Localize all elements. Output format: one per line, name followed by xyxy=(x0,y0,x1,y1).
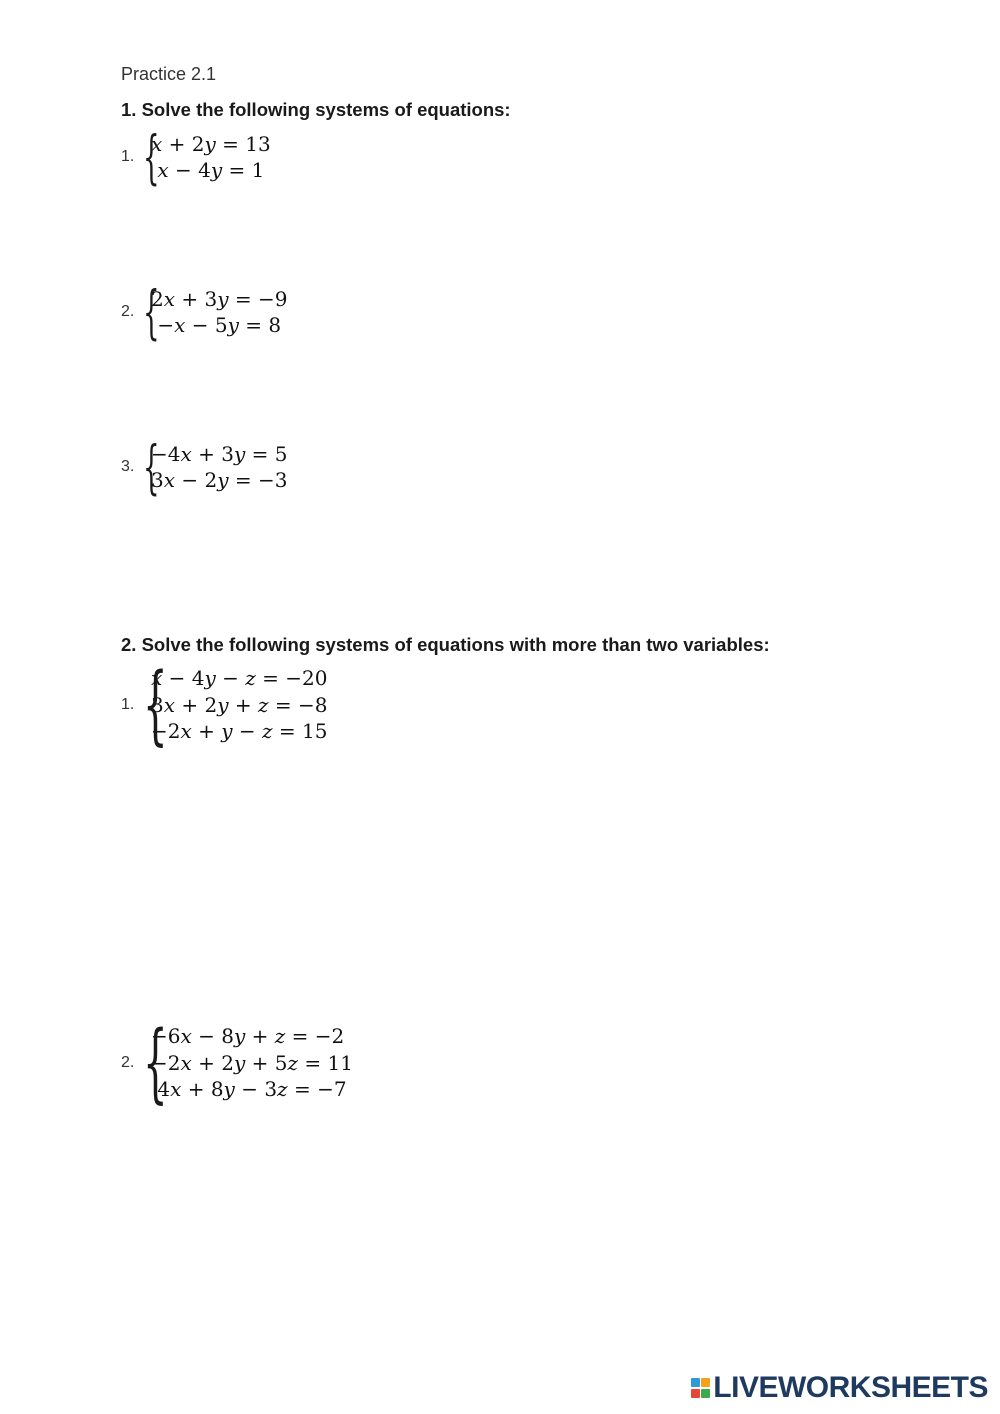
equation: 𝑥 + 2𝑦 = 13 xyxy=(151,131,271,156)
equation-list xyxy=(151,665,327,745)
left-brace: { xyxy=(143,433,160,501)
equation: −6𝑥 − 8𝑦 + 𝑧 = −2 xyxy=(151,1024,345,1049)
equation: 3𝑥 − 2𝑦 = −3 xyxy=(151,468,288,492)
system-2-1 xyxy=(121,655,328,755)
left-brace: { xyxy=(143,278,160,346)
system-1-1 xyxy=(121,123,271,191)
equation: 4𝑥 + 8𝑦 − 3𝑧 = −7 xyxy=(151,1077,347,1102)
equation-list xyxy=(151,131,271,184)
problem-number: 1. xyxy=(121,696,135,713)
logo-square xyxy=(701,1389,710,1398)
problem-number: 3. xyxy=(121,458,135,475)
equation: 𝑥 − 4𝑦 = 1 xyxy=(151,158,265,182)
equation-list xyxy=(151,1023,353,1103)
section-1-heading: 1. Solve the following systems of equations: xyxy=(121,99,511,120)
page-title: Practice 2.1 xyxy=(121,64,217,84)
problem-number: 1. xyxy=(121,148,135,165)
logo-text: LIVEWORKSHEETS xyxy=(713,1371,988,1404)
logo-square xyxy=(691,1378,700,1387)
system-2-2 xyxy=(121,1013,353,1113)
equation: 𝑥 − 4𝑦 − 𝑧 = −20 xyxy=(151,666,328,691)
left-brace: { xyxy=(143,655,168,755)
equation: −4𝑥 + 3𝑦 = 5 xyxy=(151,441,288,466)
left-brace: { xyxy=(143,123,160,191)
equation: −2𝑥 + 2𝑦 + 5𝑧 = 11 xyxy=(151,1050,353,1075)
logo-icon xyxy=(691,1378,711,1398)
system-1-3 xyxy=(121,433,288,501)
logo-square xyxy=(691,1389,700,1398)
equation: 3𝑥 + 2𝑦 + 𝑧 = −8 xyxy=(151,692,328,717)
equation: −2𝑥 + 𝑦 − 𝑧 = 15 xyxy=(151,719,328,744)
equation: 2𝑥 + 3𝑦 = −9 xyxy=(151,286,288,311)
liveworksheets-logo xyxy=(691,1371,988,1405)
system-1-2 xyxy=(121,278,288,346)
section-2-heading: 2. Solve the following systems of equations with more than two variables: xyxy=(121,634,770,655)
equation-list xyxy=(151,286,287,339)
left-brace: { xyxy=(143,1013,168,1113)
logo-square xyxy=(701,1378,710,1387)
problem-number: 2. xyxy=(121,1054,135,1071)
problem-number: 2. xyxy=(121,303,135,320)
equation: −𝑥 − 5𝑦 = 8 xyxy=(151,313,282,337)
equation-list xyxy=(151,441,287,494)
